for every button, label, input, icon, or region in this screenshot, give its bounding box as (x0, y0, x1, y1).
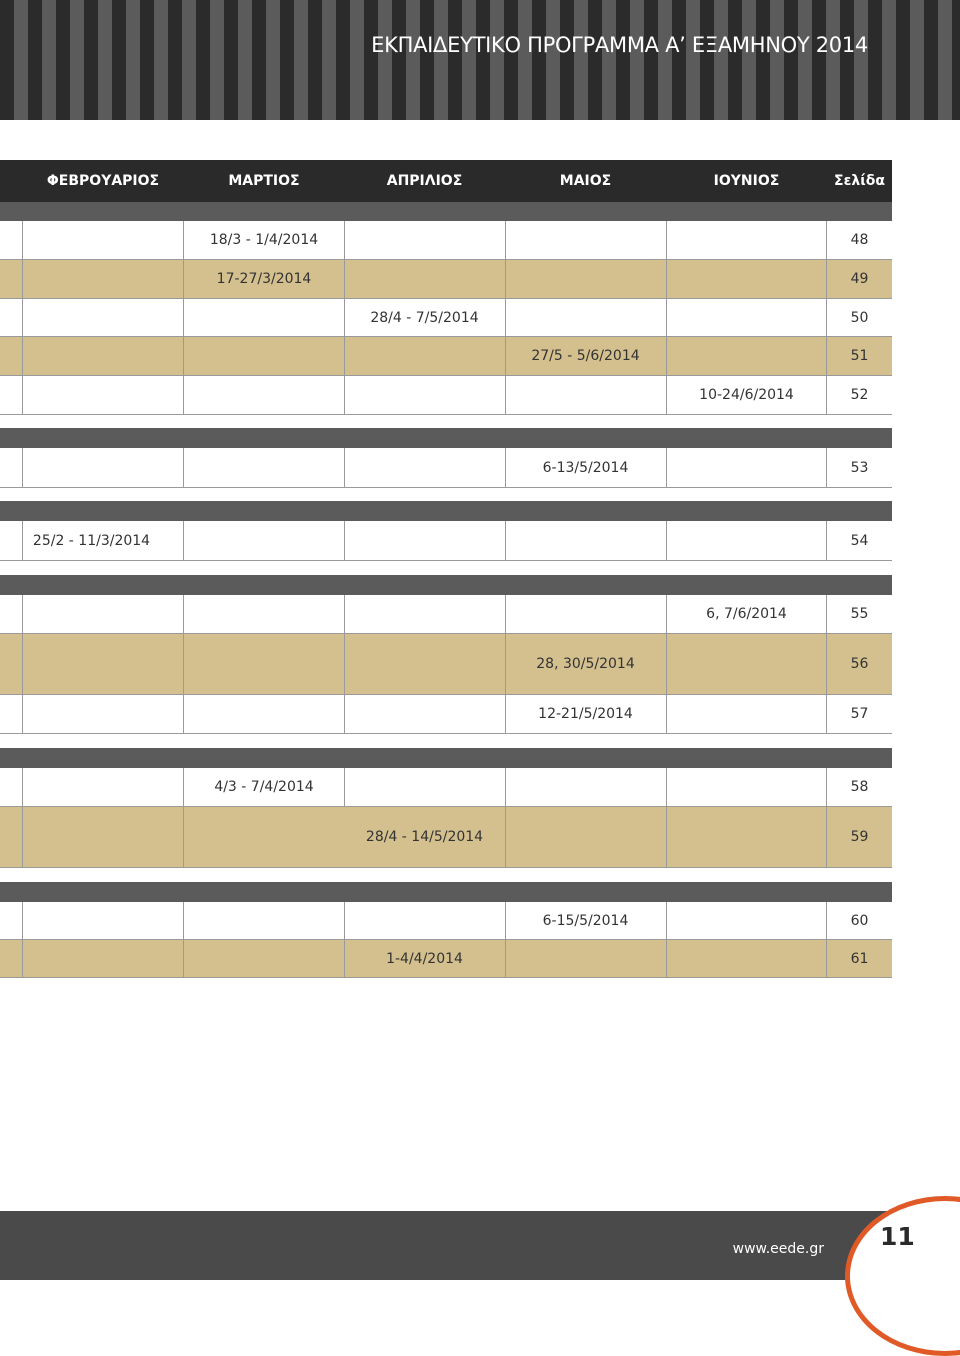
table-row (0, 940, 892, 978)
page-cell: 53 (850, 459, 869, 476)
column-header-page: Σελίδα (834, 173, 885, 189)
section-separator (0, 202, 892, 221)
date-cell: 6-13/5/2014 (542, 459, 629, 476)
date-cell: 10-24/6/2014 (699, 387, 794, 403)
page-cell: 60 (850, 912, 869, 929)
table-row (0, 260, 892, 299)
page-cell: 49 (850, 271, 869, 287)
table-row (0, 221, 892, 260)
date-cell: 6-15/5/2014 (542, 912, 629, 929)
header-band (0, 0, 960, 120)
column-header-june: ΙΟΥΝΙΟΣ (713, 173, 780, 189)
date-cell: 4/3 - 7/4/2014 (214, 779, 314, 795)
page-cell: 50 (850, 309, 869, 326)
section-separator (0, 575, 892, 595)
section-separator (0, 428, 892, 448)
date-cell: 6, 7/6/2014 (706, 606, 787, 622)
date-cell: 12-21/5/2014 (538, 706, 633, 722)
section-separator (0, 748, 892, 768)
page-cell: 54 (850, 532, 869, 549)
table-row (0, 634, 892, 695)
website-link[interactable]: www.eede.gr (732, 1241, 824, 1257)
column-header-april: ΑΠΡΙΛΙΟΣ (386, 173, 463, 189)
table-row (0, 902, 892, 940)
date-cell: 1-4/4/2014 (386, 950, 463, 967)
table-row (0, 299, 892, 337)
footer-bar (0, 1211, 960, 1280)
column-header-may: ΜΑΙΟΣ (559, 173, 612, 189)
date-cell: 28/4 - 14/5/2014 (365, 829, 484, 845)
date-cell: 17-27/3/2014 (216, 271, 312, 287)
page-number: 11 (880, 1222, 915, 1251)
table-header (0, 160, 892, 202)
date-cell: 18/3 - 1/4/2014 (209, 232, 319, 248)
section-separator (0, 882, 892, 902)
table-row (0, 807, 892, 868)
table-row (0, 337, 892, 376)
section-separator (0, 501, 892, 521)
page-title: ΕΚΠΑΙΔΕΥΤΙΚΟ ΠΡΟΓΡΑΜΜΑ Α’ ΕΞΑΜΗΝΟΥ 2014 (371, 33, 868, 57)
column-header-march: ΜΑΡΤΙΟΣ (228, 173, 300, 189)
page-cell: 58 (850, 779, 869, 795)
table-row (0, 595, 892, 634)
page-cell: 59 (850, 829, 869, 845)
page-cell: 48 (850, 232, 869, 248)
table-row (0, 768, 892, 807)
table-row (0, 521, 892, 561)
date-cell: 28/4 - 7/5/2014 (370, 309, 479, 326)
page-cell: 57 (850, 706, 869, 722)
page-cell: 55 (850, 606, 869, 622)
page-cell: 56 (850, 656, 869, 672)
page-cell: 52 (850, 387, 869, 403)
table-row (0, 448, 892, 488)
date-cell: 25/2 - 11/3/2014 (32, 532, 151, 549)
column-header-february: ΦΕΒΡΟΥΑΡΙΟΣ (46, 173, 160, 189)
date-cell: 28, 30/5/2014 (536, 656, 635, 672)
page-cell: 61 (850, 950, 869, 967)
page-cell: 51 (850, 348, 869, 364)
table-row (0, 695, 892, 734)
table-row (0, 376, 892, 415)
date-cell: 27/5 - 5/6/2014 (531, 348, 640, 364)
